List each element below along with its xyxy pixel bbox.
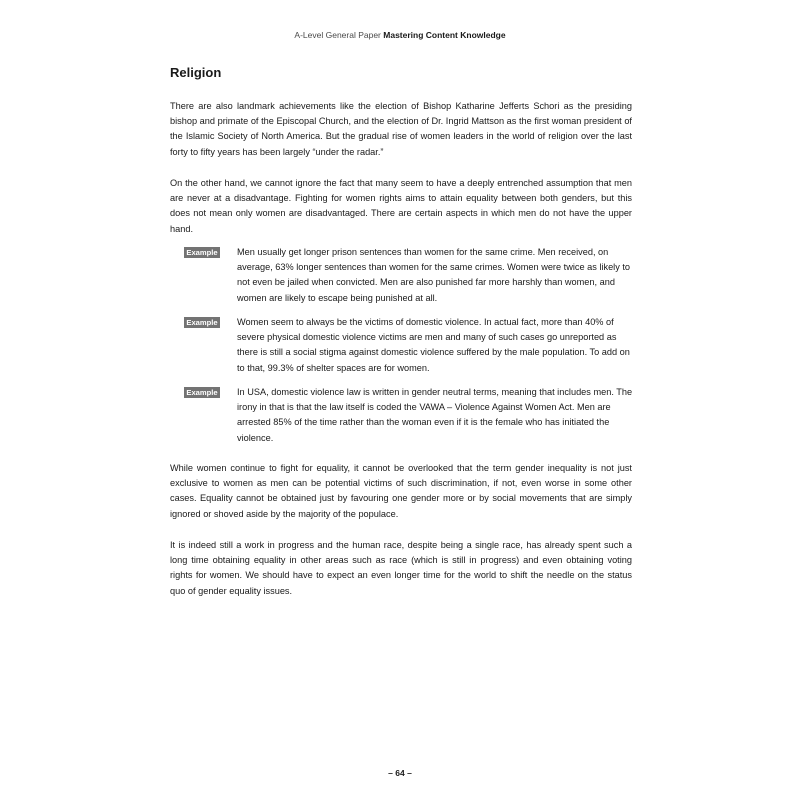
- example-text: In USA, domestic violence law is written in gender neutral terms, meaning that includes men. The irony in that is that the law itself is coded the VAWA – Violence Against Women Act. Men are arrested 85% of the time rather than the woman even if it is the female who has initiated the violence.: [237, 387, 633, 443]
- header-title: Mastering Content Knowledge: [383, 30, 506, 40]
- example-badge: Example: [184, 247, 220, 258]
- header-prefix: A-Level General Paper: [294, 30, 381, 40]
- paragraph-women-continue: While women continue to fight for equality, it cannot be overlooked that the term gender inequality is not just exclusive to women as men can be potential victims of such discrimination, if not, even worse in some other cases. Equality cannot be obtained just by favouring one gender more or by social movements that are simply ignored or shoved aside by the majority of the populace.: [170, 463, 632, 519]
- paragraph-other-hand: On the other hand, we cannot ignore the fact that many seem to have a deeply entrenched assumption that men are never at a disadvantage. Fighting for women rights aims to attain equality between both genders, but this does not mean only women are disadvantaged. There are certain aspects in which men do not have the upper hand.: [170, 178, 632, 234]
- running-header: [0, 30, 800, 40]
- example-text: Women seem to always be the victims of domestic violence. In actual fact, more than 40% of severe physical domestic violence victims are men and many of such cases go unreported as there is still a social stigma against domestic violence suffered by the male population. To add on to that, 99.3% of shelter spaces are for women.: [237, 317, 630, 373]
- example-badge: Example: [184, 387, 220, 398]
- paragraph-landmark-achievements: There are also landmark achievements like the election of Bishop Katharine Jefferts Schori as the presiding bishop and primate of the Episcopal Church, and the election of Dr. Ingrid Mattson as the first woman president of the Islamic Society of North America. But the gradual rise of women leaders in the world of religion over the last forty to fifty years has been largely “under the radar.”: [170, 101, 632, 157]
- example-text: Men usually get longer prison sentences than women for the same crime. Men received, on average, 63% longer sentences than women for the same crimes. Women were twice as likely to not even be jailed when convicted. Men are also punished far more harshly than women, and women are likely to escape being punished at all.: [237, 247, 631, 303]
- paragraph-work-in-progress: It is indeed still a work in progress and the human race, despite being a single race, has already spent such a long time obtaining equality in other areas such as race (which is still in progress) and even obtaining voting rights for women. We should have to expect an even longer time for the world to shift the needle on the status quo of gender equality issues.: [170, 540, 632, 596]
- section-title: Religion: [170, 65, 222, 80]
- example-badge: Example: [184, 317, 220, 328]
- page-number: – 64 –: [388, 768, 412, 778]
